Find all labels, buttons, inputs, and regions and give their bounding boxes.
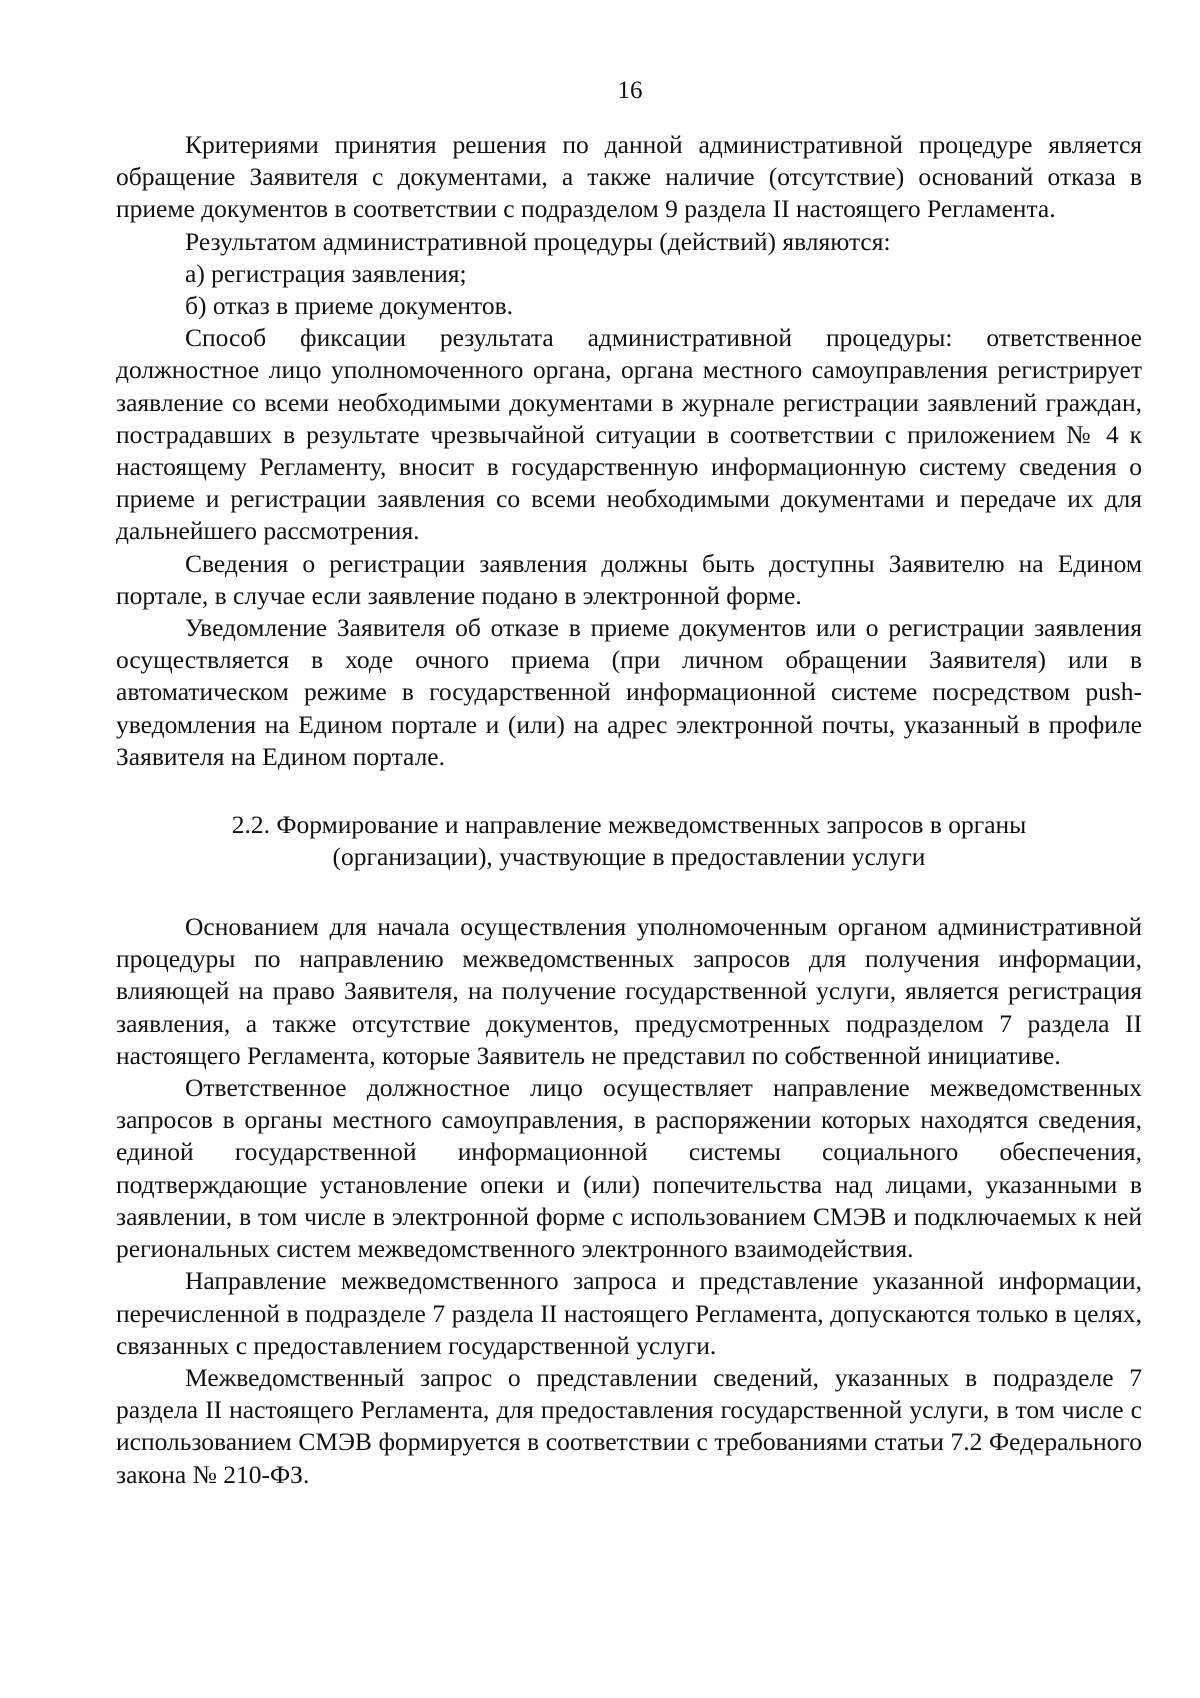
paragraph-decision-criteria: Критериями принятия решения по данной административной процедуре является обращение Заявителя с документами, а также наличие (отсутствие) оснований отказа в приеме документов в соответствии с подразделом 9 раздела II настоящего Регламента. [116,130,1142,224]
paragraph-basis: Основанием для начала осуществления уполномоченным органом административной процедуры по направлению межведомственных запросов для получения информации, влияющей на право Заявителя, на получение государственной услуги, является регистрация заявления, а также отсутствие документов, предусмотренных подразделом 7 раздела II настоящего Регламента, которые Заявитель не представил по собственной инициативе. [116,912,1142,1070]
paragraph-procedure-result: Результатом административной процедуры (действий) являются: [185,226,891,256]
section-heading-line-1: 2.2. Формирование и направление межведомственных запросов в органы [231,810,1027,840]
section-heading-line-2: (организации), участвующие в предоставлении услуги [332,842,926,872]
paragraph-responsible-official: Ответственное должностное лицо осуществляет направление межведомственных запросов в органы местного самоуправления, в распоряжении которых находятся сведения, единой государственной информационной системы социального обеспечения, подтверждающие установление опеки и (или) попечительства над лицами, указанными в заявлении, в том числе в электронной форме с использованием СМЭВ и подключаемых к ней региональных систем межведомственного электронного взаимодействия. [116,1073,1142,1264]
document-body [116,129,1142,1491]
list-item-registration: а) регистрация заявления; [185,258,467,288]
paragraph-request-purpose: Направление межведомственного запроса и представление указанной информации, перечисленной в подразделе 7 раздела II настоящего Регламента, допускаются только в целях, связанных с предоставлением государственной услуги. [116,1266,1142,1360]
page-number: 16 [617,77,643,104]
list-item-refusal: б) отказ в приеме документов. [185,291,514,321]
paragraph-registration-info: Сведения о регистрации заявления должны быть доступны Заявителю на Едином портале, в случае если заявление подано в электронной форме. [116,548,1142,610]
paragraph-notification: Уведомление Заявителя об отказе в приеме документов или о регистрации заявления осуществляется в ходе очного приема (при личном обращении Заявителя) или в автоматическом режиме в государственной информационной системе посредством push-уведомления на Едином портале и (или) на адрес электронной почты, указанный в профиле Заявителя на Едином портале. [116,613,1142,771]
section-heading [116,809,1142,873]
paragraph-fixation-method: Способ фиксации результата административной процедуры: ответственное должностное лицо уполномоченного органа, органа местного самоуправления регистрирует заявление со всеми необходимыми документами в журнале регистрации заявлений граждан, пострадавших в результате чрезвычайной ситуации в соответствии с приложением № 4 к настоящему Регламенту, вносит в государственную информационную систему сведения о приеме и регистрации заявления со всеми необходимыми документами и передаче их для дальнейшего рассмотрения. [116,323,1142,546]
paragraph-interdepartmental-request: Межведомственный запрос о представлении сведений, указанных в подразделе 7 раздела II настоящего Регламента, для предоставления государственной услуги, в том числе с использованием СМЭВ формируется в соответствии с требованиями статьи 7.2 Федерального закона № 210-ФЗ. [116,1362,1142,1489]
